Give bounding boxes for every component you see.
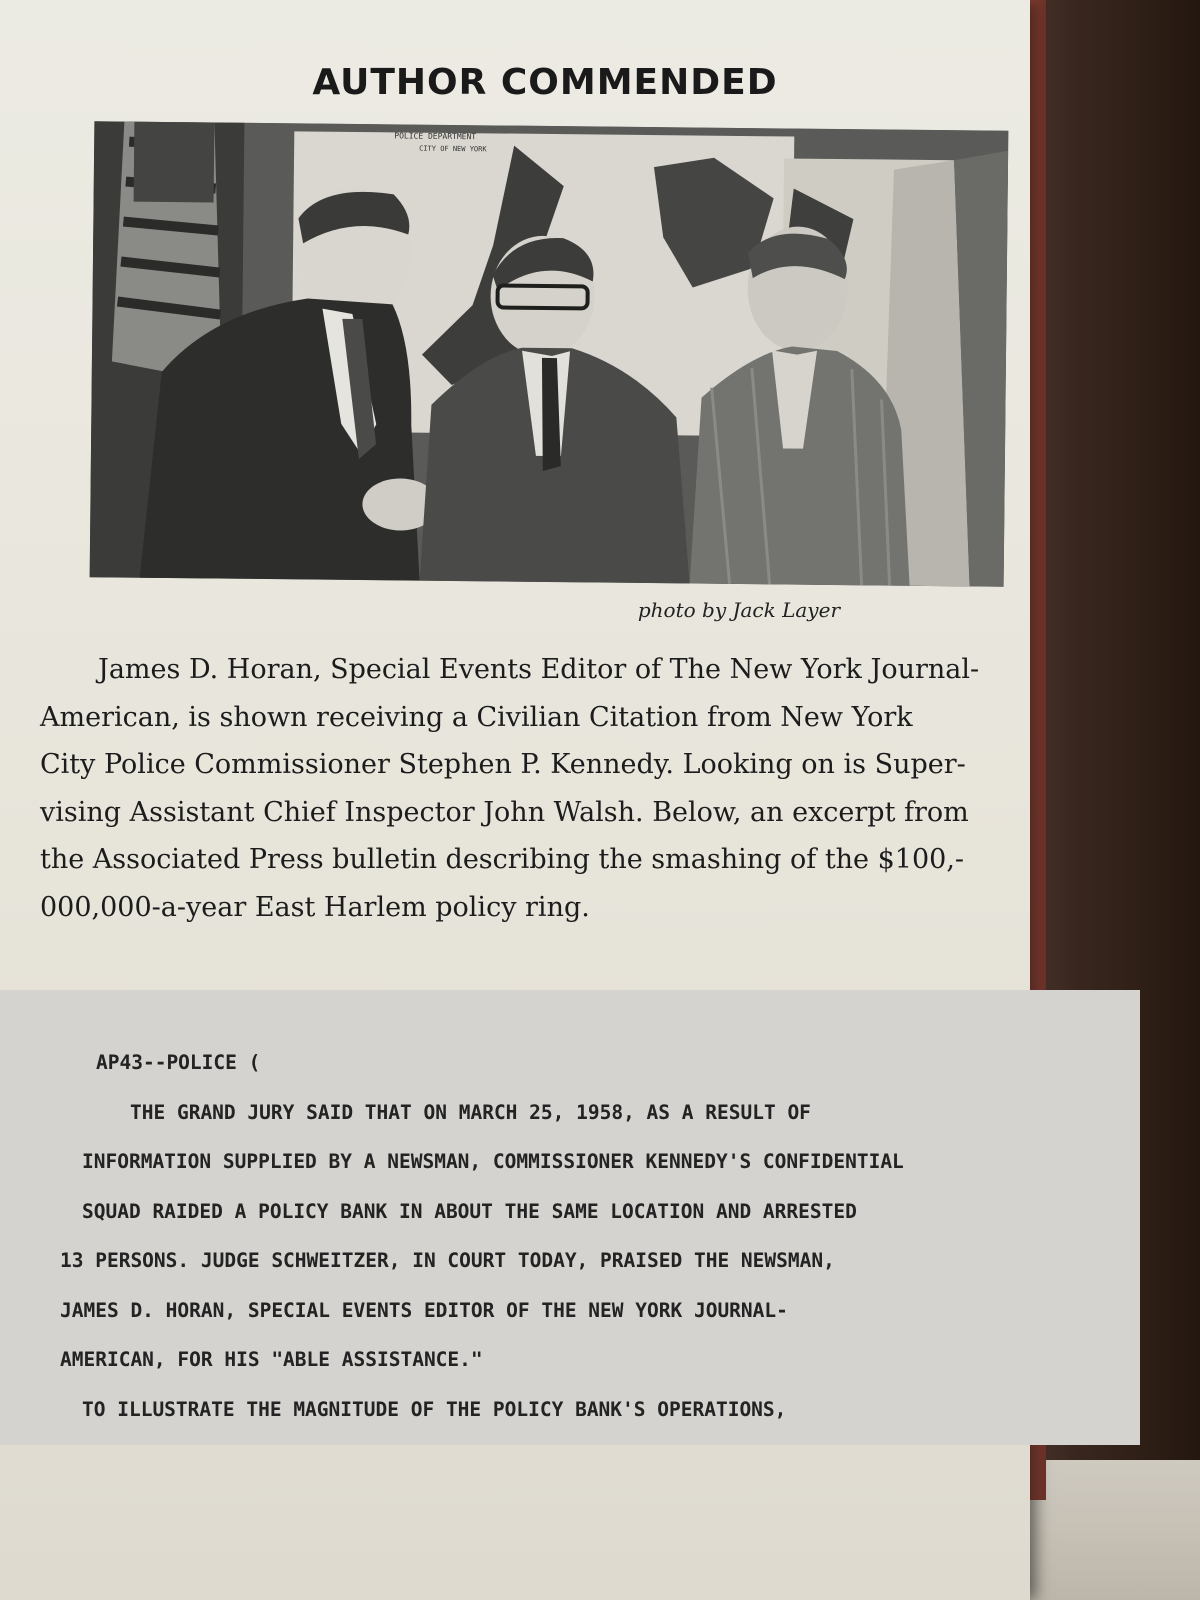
bulletin-line-4: 13 PERSONS. JUDGE SCHWEITZER, IN COURT TODAY, PRAISED THE NEWSMAN, [60, 1249, 835, 1272]
bulletin-line-6: AMERICAN, FOR HIS "ABLE ASSISTANCE." [60, 1348, 483, 1371]
bulletin-line-7: TO ILLUSTRATE THE MAGNITUDE OF THE POLICY BANK'S OPERATIONS, [82, 1397, 787, 1421]
photo-credit: photo by Jack Layer [637, 598, 840, 622]
bulletin-line-1: THE GRAND JURY SAID THAT ON MARCH 25, 1958, AS A RESULT OF [130, 1100, 811, 1124]
body-line-5: the Associated Press bulletin describing the smashing of the $100,- [40, 844, 965, 875]
bulletin-line-3: SQUAD RAIDED A POLICY BANK IN ABOUT THE SAME LOCATION AND ARRESTED [82, 1199, 857, 1223]
body-line-6: 000,000-a-year East Harlem policy ring. [40, 891, 590, 923]
press-photo-illustration [90, 121, 1009, 587]
map-sign-line-1: POLICE DEPARTMENT [394, 131, 477, 142]
map-sign-line-2: CITY OF NEW YORK [419, 144, 487, 154]
page-title: AUTHOR COMMENDED [312, 62, 778, 103]
bulletin-line-2: INFORMATION SUPPLIED BY A NEWSMAN, COMMISSIONER KENNEDY'S CONFIDENTIAL [82, 1150, 904, 1173]
bulletin-header: AP43--POLICE ( [96, 1051, 261, 1074]
body-line-1: James D. Horan, Special Events Editor of The New York Journal- [98, 654, 980, 685]
bulletin-line-5: JAMES D. HORAN, SPECIAL EVENTS EDITOR OF THE NEW YORK JOURNAL- [60, 1298, 788, 1322]
body-line-2: American, is shown receiving a Civilian Citation from New York [40, 701, 913, 733]
press-photo [90, 121, 1009, 587]
body-line-3: City Police Commissioner Stephen P. Kennedy. Looking on is Super- [40, 749, 966, 780]
body-paragraph [40, 646, 1040, 931]
body-line-4: vising Assistant Chief Inspector John Walsh. Below, an excerpt from [40, 796, 969, 828]
ap-bulletin-text [60, 1038, 1120, 1434]
